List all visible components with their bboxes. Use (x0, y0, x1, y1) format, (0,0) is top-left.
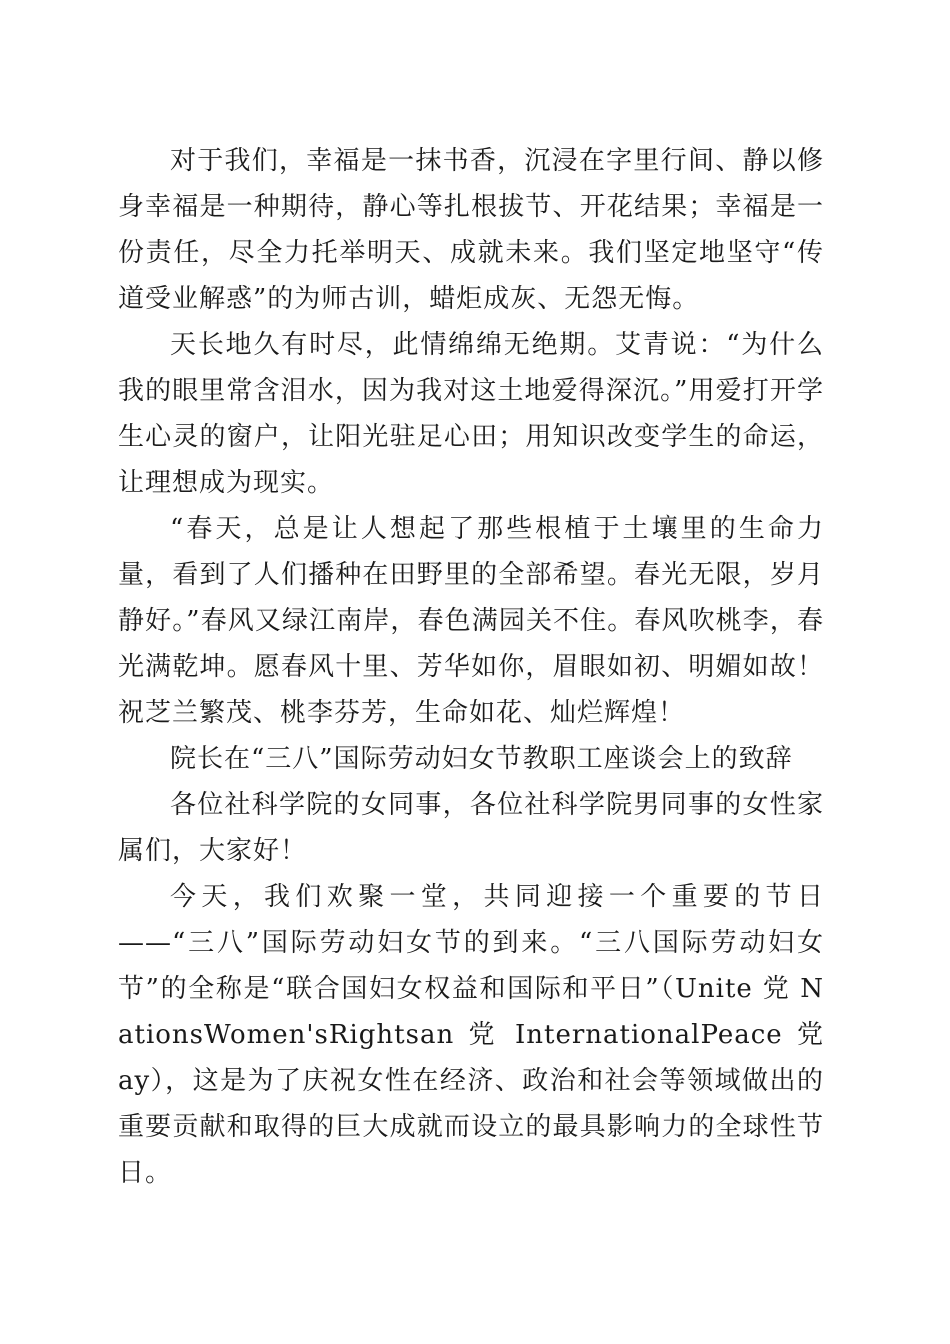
paragraph-aiqing-quote: 天长地久有时尽，此情绵绵无绝期。艾青说：“为什么我的眼里常含泪水，因为我对这土地爱得深沉。”用爱打开学生心灵的窗户，让阳光驻足心田；用知识改变学生的命运，让理想成为现实。 (118, 330, 824, 498)
speech-greeting: 各位社科学院的女同事，各位社科学院男同事的女性家属们，大家好！ (118, 790, 824, 866)
paragraph-spring: “春天，总是让人想起了那些根植于土壤里的生命力量，看到了人们播种在田野里的全部希望。春光无限，岁月静好。”春风又绿江南岸，春色满园关不住。春风吹桃李，春光满乾坤。愿春风十里、芳华如你，眉眼如初、明媚如故！祝芝兰繁茂、桃李芬芳，生命如花、灿烂辉煌！ (118, 514, 824, 728)
paragraph-happiness: 对于我们，幸福是一抹书香，沉浸在字里行间、静以修身幸福是一种期待，静心等扎根拔节、开花结果；幸福是一份责任，尽全力托举明天、成就未来。我们坚定地坚守“传道受业解惑”的为师古训，蜡炬成灰、无怨无悔。 (118, 146, 824, 314)
document-body (118, 138, 824, 1196)
speech-title: 院长在“三八”国际劳动妇女节教职工座谈会上的致辞 (170, 744, 793, 774)
speech-paragraph-womens-day: 今天，我们欢聚一堂，共同迎接一个重要的节日——“三八”国际劳动妇女节的到来。“三八国际劳动妇女节”的全称是“联合国妇女权益和国际和平日”（Unite 党 NationsWomen'sRightsan 党 InternationalPeace 党 ay），这是为了庆祝女性在经济、政治和社会等领域做出的重要贡献和取得的巨大成就而设立的最具影响力的全球性节日。 (118, 882, 824, 1188)
